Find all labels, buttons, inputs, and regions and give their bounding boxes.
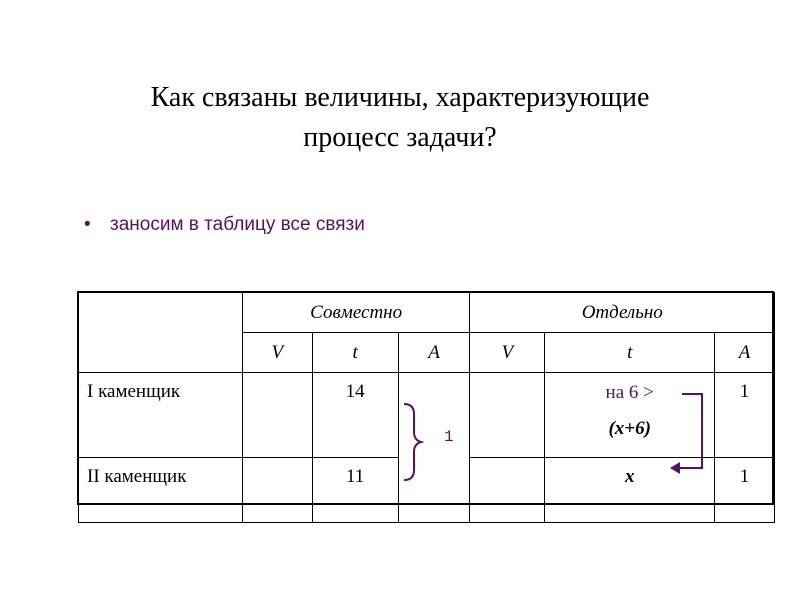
cell-joint-a-merged [398, 373, 470, 523]
time-expression-1: (x+6) [608, 418, 651, 439]
table-corner-cell [79, 293, 243, 373]
bullet-dot: • [84, 214, 91, 235]
cell-separate-v-1 [470, 373, 545, 458]
subheader-separate-t: t [545, 333, 715, 373]
cell-joint-t-2: 11 [312, 458, 398, 523]
cell-separate-a-1: 1 [715, 373, 775, 458]
table-group-header-row [79, 293, 775, 333]
row-label-mason-1: I каменщик [79, 373, 243, 458]
group-header-joint: Совместно [242, 293, 470, 333]
time-difference-note: на 6 > [605, 382, 654, 403]
row-label-mason-2: II каменщик [79, 458, 243, 523]
title-line-1: Как связаны величины, характеризующие [150, 82, 650, 113]
cell-joint-v-1 [242, 373, 312, 458]
title-line-2: процесс задачи? [303, 122, 497, 153]
group-header-separate: Отдельно [470, 293, 775, 333]
cell-separate-t-2: x [545, 458, 715, 523]
page-title [0, 78, 800, 158]
cell-joint-t-1: 14 [312, 373, 398, 458]
joint-work-total: 1 [444, 428, 454, 446]
subheader-separate-v: V [470, 333, 545, 373]
bullet-item [84, 214, 365, 236]
subheader-joint-t: t [312, 333, 398, 373]
data-table [78, 292, 775, 523]
cell-separate-t-1 [545, 373, 715, 458]
subheader-joint-a: A [398, 333, 470, 373]
subheader-separate-a: A [715, 333, 775, 373]
cell-separate-a-2: 1 [715, 458, 775, 523]
cell-separate-v-2 [470, 458, 545, 523]
bullet-text: заносим в таблицу все связи [110, 214, 365, 235]
table-row [79, 373, 775, 458]
subheader-joint-v: V [242, 333, 312, 373]
cell-joint-v-2 [242, 458, 312, 523]
